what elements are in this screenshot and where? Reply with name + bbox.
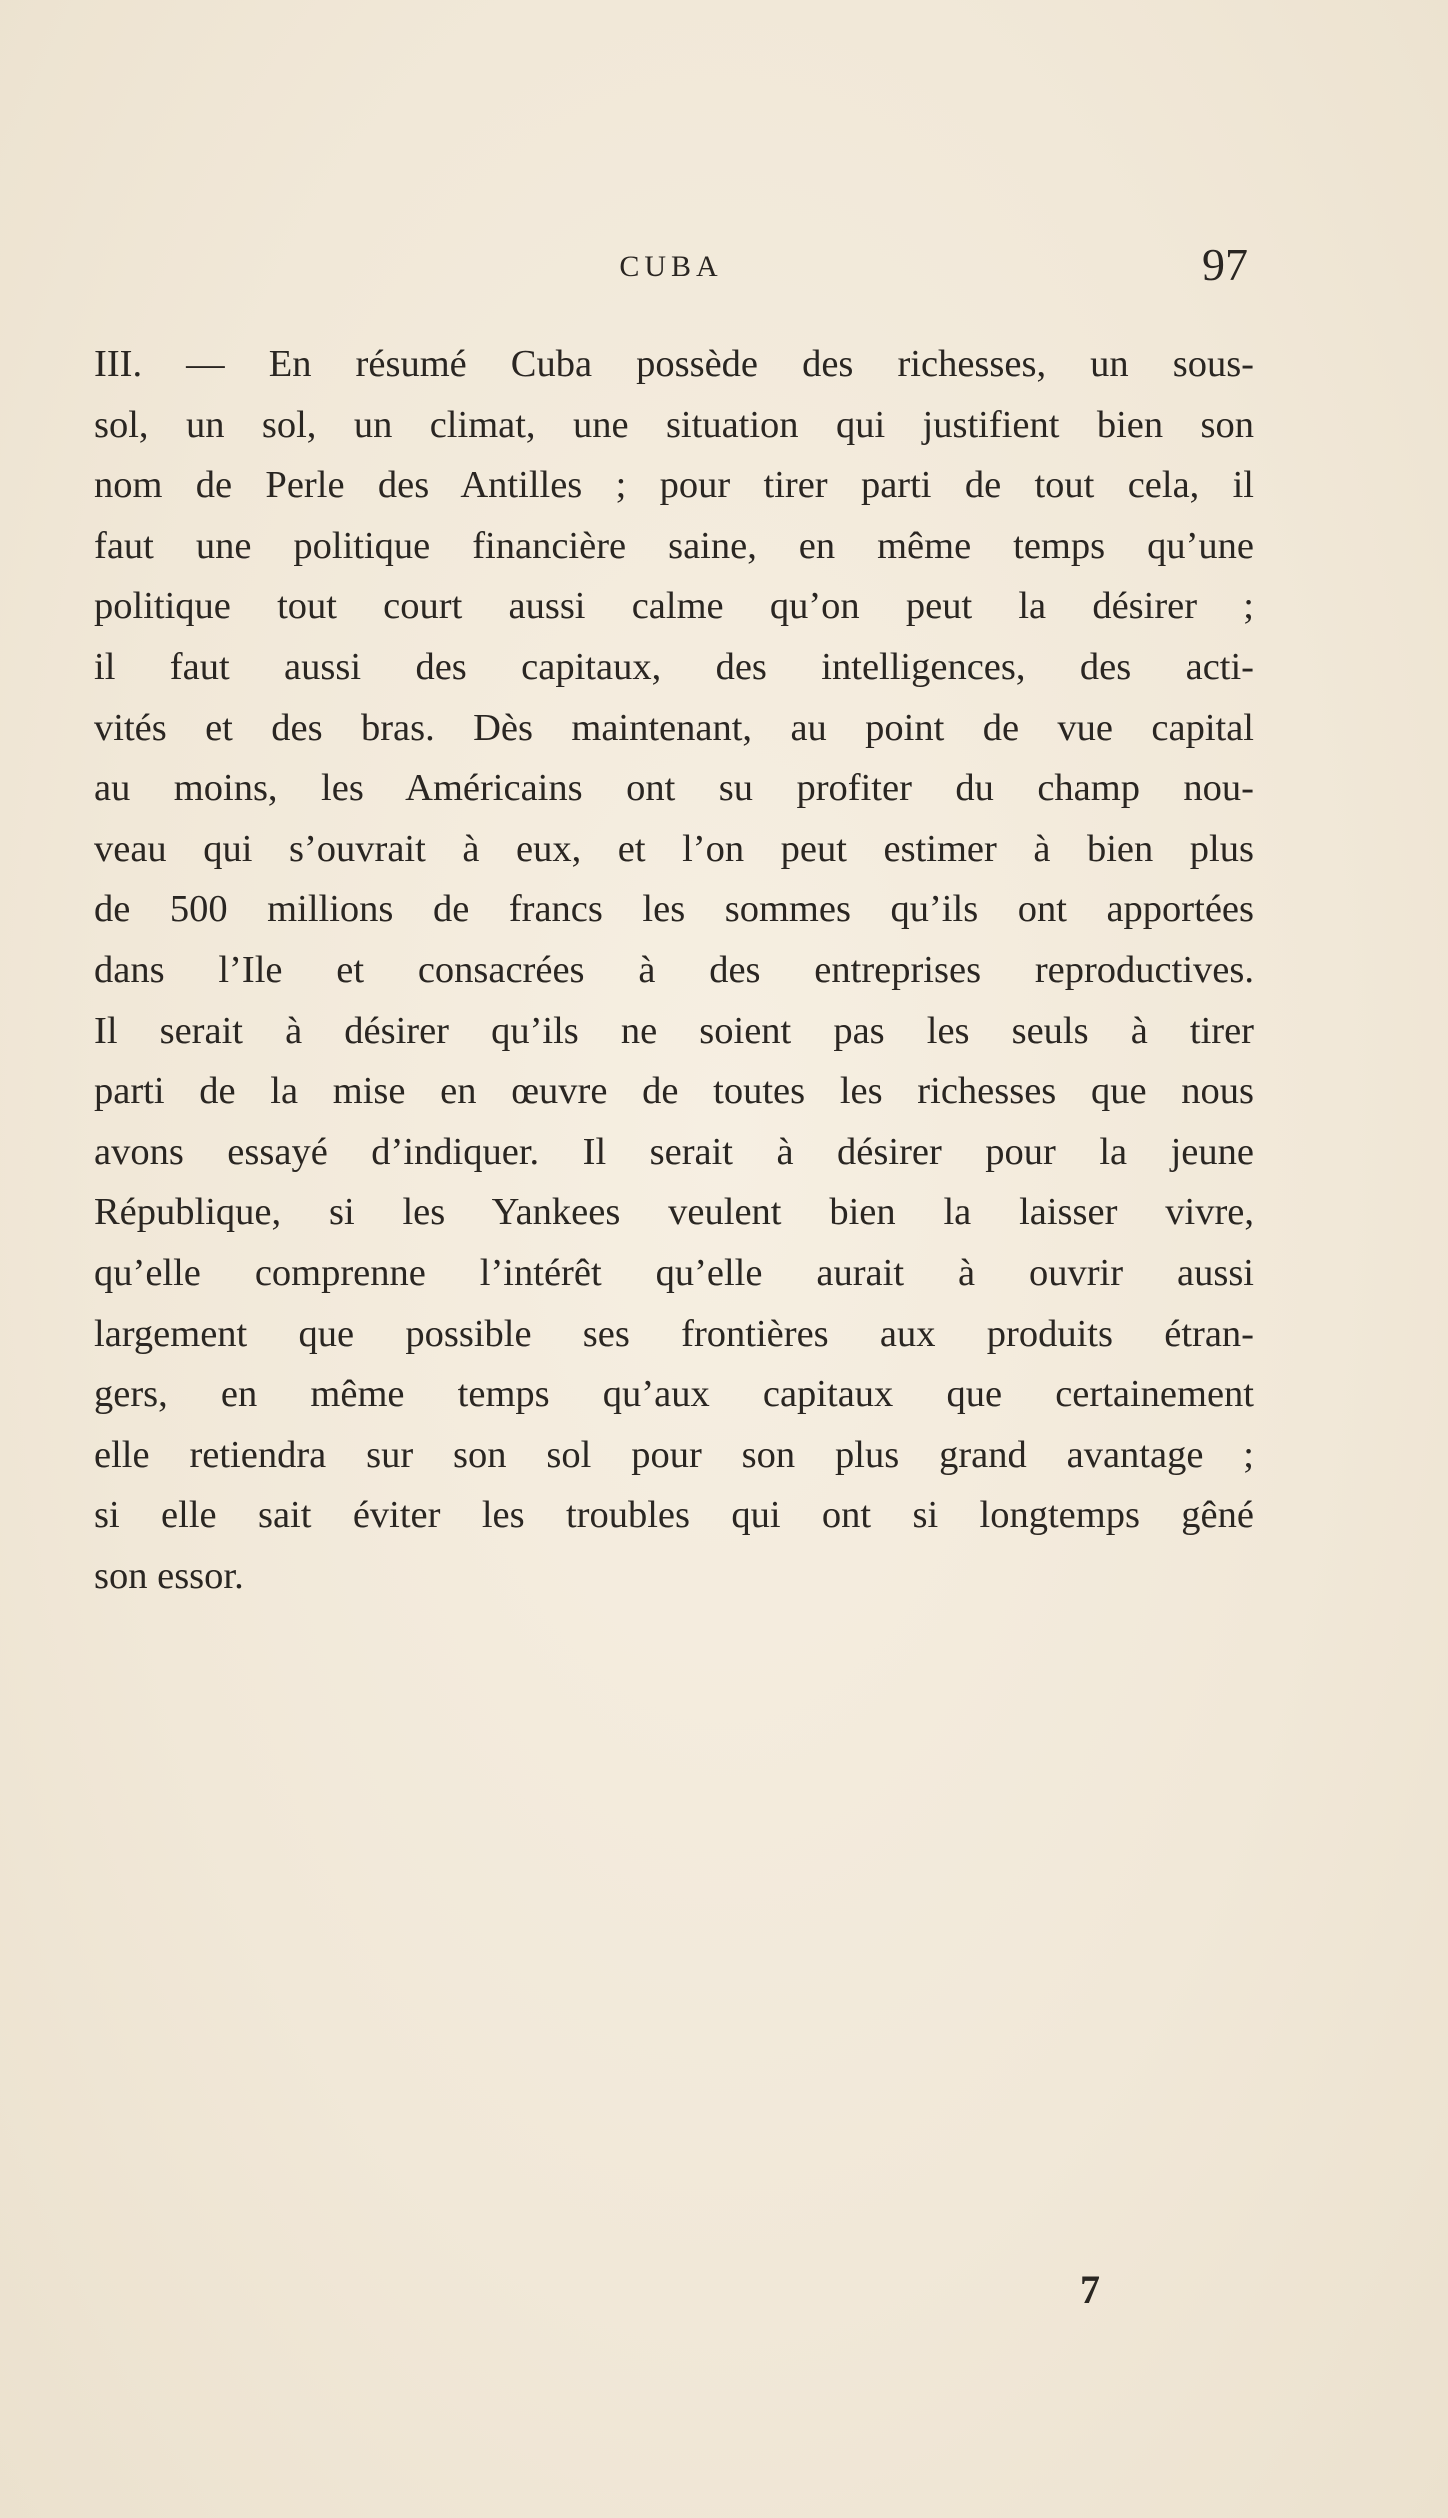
- text-line: veau qui s’ouvrait à eux, et l’on peut estimer à bien plus: [94, 827, 1254, 870]
- text-line: sol, un sol, un climat, une situation qui justifient bien son: [94, 403, 1254, 446]
- text-line: de 500 millions de francs les sommes qu’ils ont apportées: [94, 888, 1254, 931]
- text-line: si elle sait éviter les troubles qui ont si longtemps gêné: [94, 1494, 1254, 1537]
- text-line: largement que possible ses frontières aux produits étran-: [94, 1312, 1254, 1355]
- running-head: [94, 238, 1248, 298]
- text-line: parti de la mise en œuvre de toutes les richesses que nous: [94, 1070, 1254, 1113]
- text-line: avons essayé d’indiquer. Il serait à désirer pour la jeune: [94, 1130, 1254, 1173]
- page-number: 97: [1202, 239, 1248, 290]
- text-line: faut une politique financière saine, en même temps qu’une: [94, 524, 1254, 567]
- text-line: dans l’Ile et consacrées à des entreprises reproductives.: [94, 948, 1254, 991]
- text-line: République, si les Yankees veulent bien la laisser vivre,: [94, 1191, 1254, 1234]
- text-line: qu’elle comprenne l’intérêt qu’elle aurait à ouvrir aussi: [94, 1251, 1254, 1294]
- text-line: politique tout court aussi calme qu’on peut la désirer ;: [94, 585, 1254, 628]
- signature-mark: 7: [1080, 2267, 1100, 2312]
- text-line: elle retiendra sur son sol pour son plus grand avantage ;: [94, 1433, 1254, 1476]
- body-paragraph: [94, 334, 1254, 1606]
- text-line: Il serait à désirer qu’ils ne soient pas les seuls à tirer: [94, 1009, 1254, 1052]
- running-title: CUBA: [619, 250, 723, 283]
- text-line: il faut aussi des capitaux, des intelligences, des acti-: [94, 645, 1254, 688]
- text-line: III. — En résumé Cuba possède des richesses, un sous-: [94, 343, 1254, 385]
- text-line: son essor.: [94, 1554, 244, 1597]
- text-line: vités et des bras. Dès maintenant, au point de vue capital: [94, 706, 1254, 749]
- text-line: nom de Perle des Antilles ; pour tirer parti de tout cela, il: [94, 464, 1254, 507]
- text-line: gers, en même temps qu’aux capitaux que certainement: [94, 1373, 1254, 1416]
- text-line: au moins, les Américains ont su profiter du champ nou-: [94, 767, 1254, 810]
